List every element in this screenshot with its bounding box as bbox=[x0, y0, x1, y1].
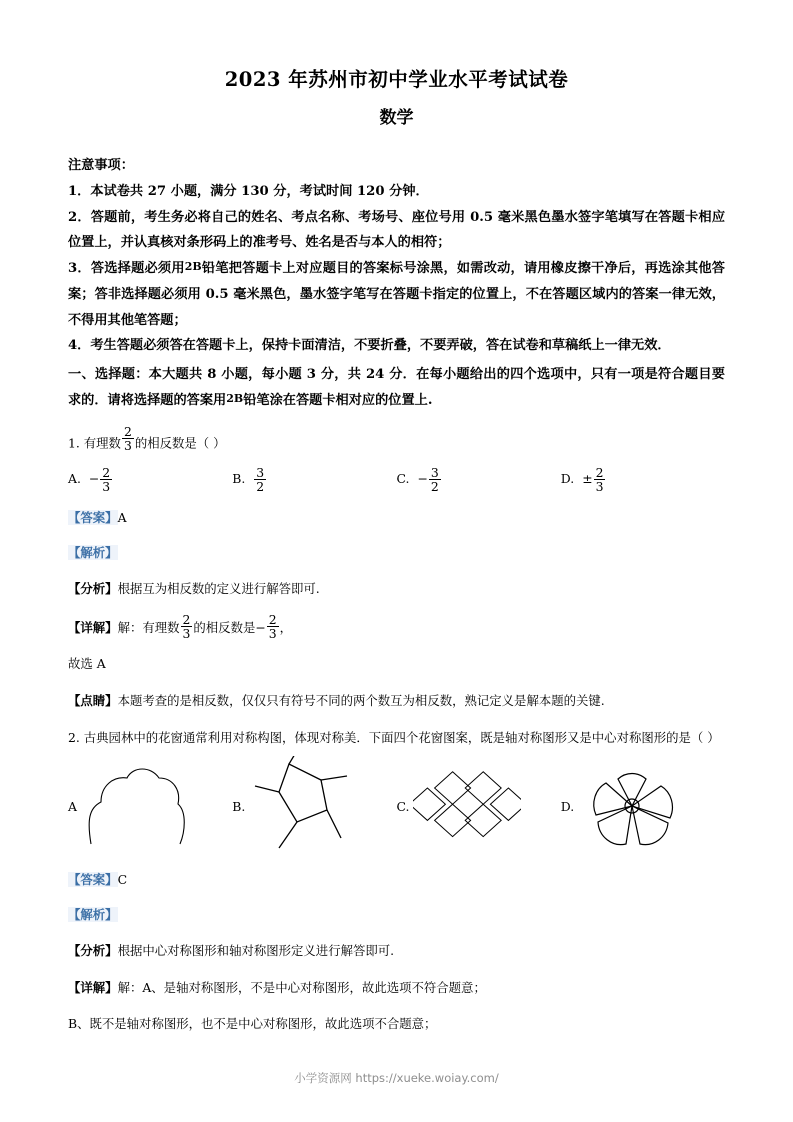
option-letter: B. bbox=[232, 798, 246, 814]
question-1-analysis bbox=[68, 576, 725, 601]
question-2-answer bbox=[68, 867, 725, 892]
option-fraction bbox=[594, 466, 606, 493]
question-1-conclusion: 故选 A bbox=[68, 656, 106, 672]
page-title: 2023 年苏州市初中学业水平考试试卷 bbox=[224, 68, 569, 91]
analysis-tag: 【分析】 bbox=[68, 943, 118, 959]
question-2-option-c[interactable] bbox=[397, 756, 561, 856]
detail-tag: 【详解】 bbox=[68, 979, 118, 995]
option-fraction bbox=[254, 466, 266, 493]
fraction-numerator: 3 bbox=[430, 464, 439, 480]
question-1-option-c[interactable] bbox=[397, 462, 561, 496]
question-2-stem-text: 古典园林中的花窗通常利用对称构图，体现对称美．下面四个花窗图案，既是轴对称图形又是中心对称图形的是（ ） bbox=[83, 730, 720, 746]
pencil-grade-2b: 2B bbox=[184, 260, 202, 274]
page-subtitle: 数学 bbox=[379, 108, 414, 129]
detail-after: ， bbox=[279, 619, 293, 635]
question-1-number: 1. bbox=[68, 435, 80, 451]
fraction-numerator: 2 bbox=[102, 464, 111, 480]
detail-text: 解：A、是轴对称图形，不是中心对称图形，故此选项不符合题意； bbox=[117, 979, 486, 995]
section-heading-choice bbox=[68, 362, 725, 413]
option-letter: B. bbox=[232, 470, 246, 486]
fraction-denominator: 3 bbox=[182, 625, 191, 641]
question-2-analysis bbox=[68, 938, 725, 963]
footer-watermark: 小学资源网 https://xueke.woiay.com/ bbox=[294, 1071, 499, 1085]
question-2-number: 2. bbox=[68, 730, 80, 746]
point-tag: 【点睛】 bbox=[68, 692, 118, 708]
analysis-text: 根据互为相反数的定义进行解答即可. bbox=[117, 581, 320, 597]
parse-tag: 【解析】 bbox=[68, 544, 118, 560]
question-1-stem-after: 的相反数是（ ） bbox=[134, 435, 226, 451]
option-fraction bbox=[100, 466, 112, 493]
question-1-option-a[interactable] bbox=[68, 462, 232, 496]
option-sign: − bbox=[88, 470, 100, 486]
fraction-numerator: 2 bbox=[182, 611, 191, 627]
question-1-answer bbox=[68, 505, 725, 530]
notice-section bbox=[68, 153, 725, 359]
question-2-option-b[interactable] bbox=[232, 756, 396, 856]
notice-item-3-part2: 铅笔把答题卡上对应题目的答案标号涂黑，如需改动，请用橡皮擦干净后，再选涂其他答案；答非选择题必须用 0.5 毫米黑色，墨水签字笔写在答题卡指定的位置上，不在答题区域内的答案一律无效，不得用其他笔答题； bbox=[68, 261, 725, 328]
diamond-lattice-figure bbox=[413, 756, 521, 856]
fraction-numerator: 2 bbox=[123, 424, 132, 440]
question-2-stem bbox=[68, 725, 725, 750]
option-letter: A. bbox=[68, 470, 81, 486]
analysis-text: 根据中心对称图形和轴对称图形定义进行解答即可. bbox=[117, 943, 395, 959]
answer-value: C bbox=[117, 872, 128, 888]
notice-heading: 注意事项： bbox=[68, 158, 134, 174]
pinwheel-polygon-figure bbox=[249, 756, 357, 856]
detail-before: 解：有理数 bbox=[117, 619, 180, 635]
option-letter: D. bbox=[560, 470, 575, 486]
fraction-denominator: 3 bbox=[268, 625, 277, 641]
cloud-arch-figure bbox=[81, 756, 189, 856]
question-1-stem-before: 有理数 bbox=[83, 435, 121, 451]
fraction-denominator: 2 bbox=[430, 478, 439, 494]
fraction-numerator: 2 bbox=[268, 611, 277, 627]
detail-mid: 的相反数是 bbox=[193, 619, 256, 635]
detail-sign: − bbox=[255, 619, 266, 635]
question-2-options bbox=[68, 754, 725, 858]
question-1-option-d[interactable] bbox=[561, 462, 725, 496]
option-letter: C. bbox=[396, 798, 410, 814]
notice-item-3-part1: 3．答选择题必须用 bbox=[68, 261, 185, 277]
question-1-options bbox=[68, 462, 725, 496]
section-heading-part1: 一、选择题：本大题共 8 小题，每小题 3 分，共 24 分．在每小题给出的四个选项中，只有一项是符合题目要求的．请将选择题的答案用 bbox=[68, 366, 725, 408]
notice-item-4: 4．考生答题必须答在答题卡上，保持卡面清洁，不要折叠，不要弄破，答在试卷和草稿纸上一律无效． bbox=[68, 338, 671, 354]
section-heading-part2: 铅笔涂在答题卡相对应的位置上. bbox=[243, 392, 433, 408]
notice-item-3 bbox=[68, 256, 725, 333]
option-sign: − bbox=[417, 470, 428, 486]
detail-tag: 【详解】 bbox=[68, 619, 118, 635]
notice-item-2: 2．答题前，考生务必将自己的姓名、考点名称、考场号、座位号用 0.5 毫米黑色墨水签字笔填写在答题卡相应位置上，并认真核对条形码上的准考号、姓名是否与本人的相符； bbox=[68, 209, 725, 251]
five-petal-flower-figure bbox=[578, 756, 686, 856]
question-2-parse bbox=[68, 902, 725, 927]
answer-tag: 【答案】 bbox=[68, 872, 118, 888]
question-2-option-d[interactable] bbox=[561, 756, 725, 856]
question-1-option-b[interactable] bbox=[232, 462, 396, 496]
analysis-tag: 【分析】 bbox=[68, 581, 118, 597]
question-2-detail bbox=[68, 975, 725, 1000]
detail-fraction-1 bbox=[181, 613, 193, 640]
fraction-denominator: 2 bbox=[256, 478, 265, 494]
answer-value: A bbox=[117, 510, 127, 526]
option-letter: A bbox=[68, 798, 77, 814]
answer-tag: 【答案】 bbox=[68, 510, 118, 526]
option-letter: D. bbox=[560, 798, 575, 814]
option-fraction bbox=[429, 466, 441, 493]
question-1-stem bbox=[68, 425, 725, 456]
question-1-detail bbox=[68, 613, 725, 641]
option-letter: C. bbox=[396, 470, 410, 486]
fraction-denominator: 3 bbox=[595, 478, 604, 494]
fraction-denominator: 3 bbox=[102, 478, 111, 494]
question-2-option-a[interactable] bbox=[68, 756, 232, 856]
fraction-numerator: 2 bbox=[595, 464, 604, 480]
question-1-point bbox=[68, 688, 725, 713]
detail-fraction-2 bbox=[267, 613, 279, 640]
pencil-grade-2b: 2B bbox=[226, 391, 244, 405]
fraction-denominator: 3 bbox=[123, 438, 132, 454]
fraction-numerator: 3 bbox=[256, 464, 265, 480]
fraction-two-thirds bbox=[122, 425, 134, 452]
point-text: 本题考查的是相反数，仅仅只有符号不同的两个数互为相反数，熟记定义是解本题的关键. bbox=[117, 692, 605, 708]
parse-tag: 【解析】 bbox=[68, 906, 118, 922]
notice-item-1: 1．本试卷共 27 小题，满分 130 分，考试时间 120 分钟． bbox=[68, 183, 429, 199]
question-1-parse bbox=[68, 540, 725, 565]
option-sign: ± bbox=[582, 470, 593, 486]
question-2-option-b-line: B、既不是轴对称图形，也不是中心对称图形，故此选项不合题意； bbox=[68, 1016, 437, 1032]
